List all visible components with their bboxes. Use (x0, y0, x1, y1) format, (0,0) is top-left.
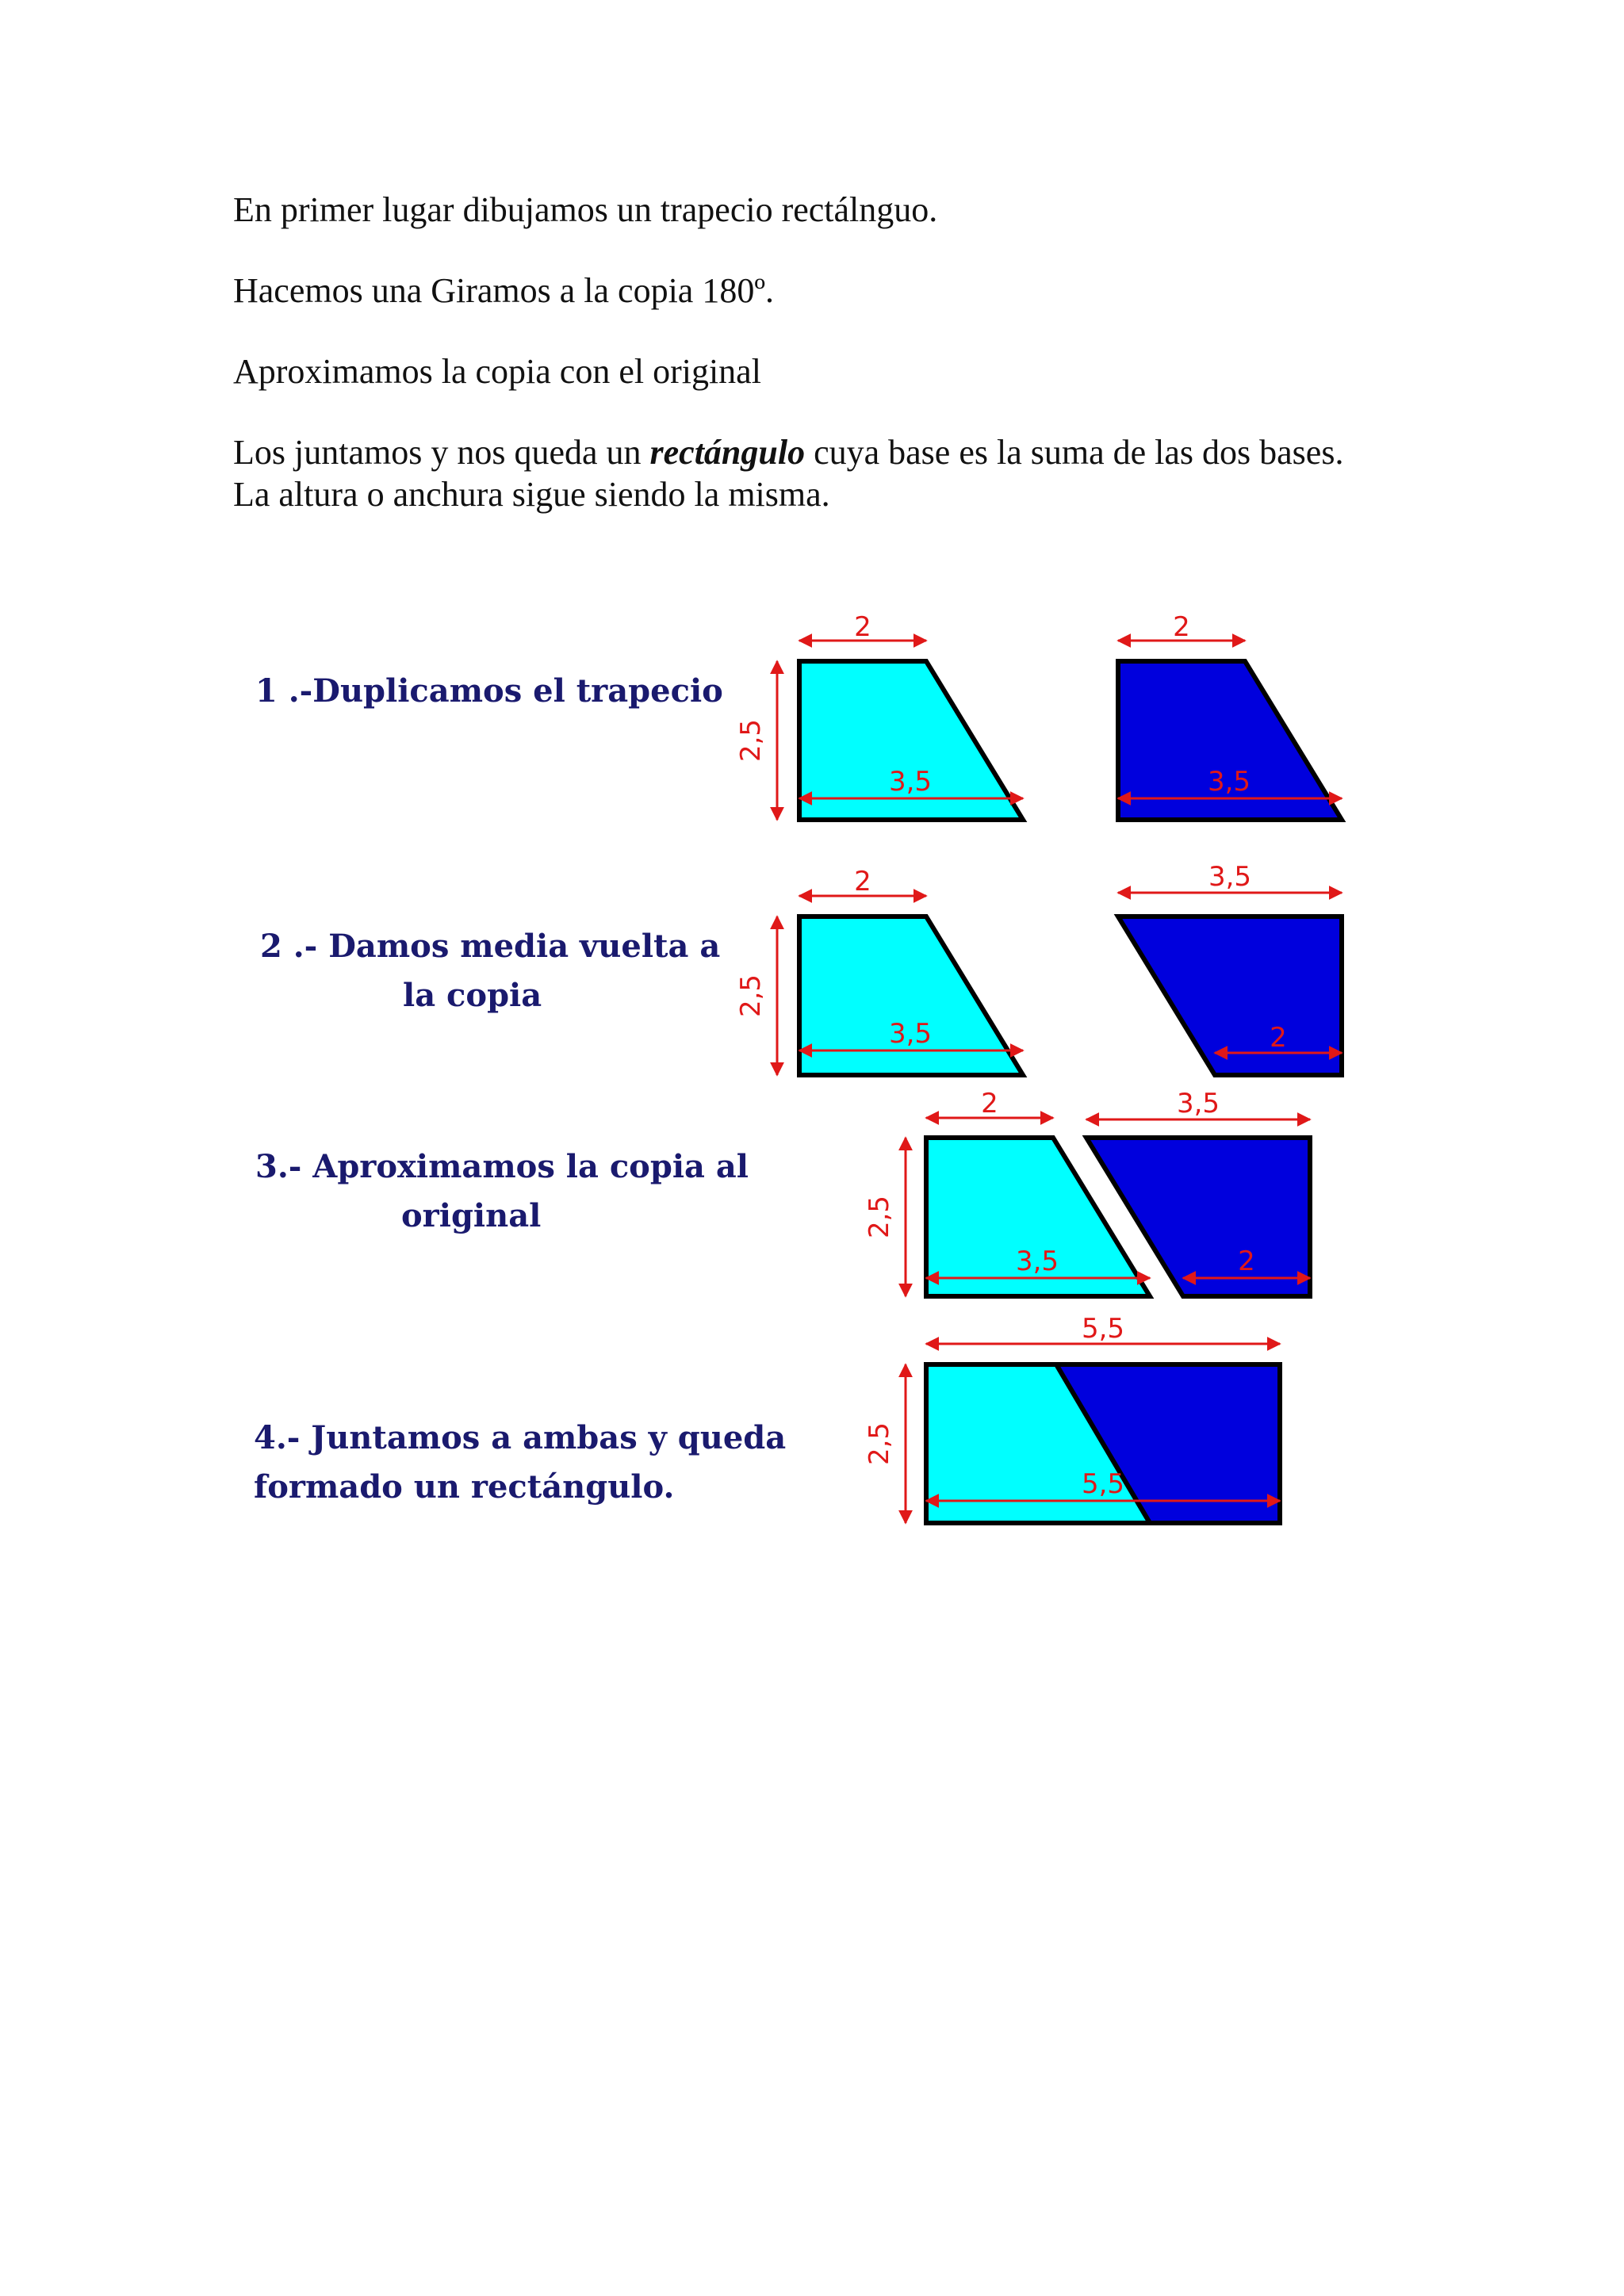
step-1-copy-top-dimension: 2 (1173, 611, 1190, 643)
step-2-base-dimension: 3,5 (888, 1018, 933, 1050)
step-2-height-dimension: 2,5 (735, 974, 767, 1018)
paragraph-4 (233, 431, 1391, 473)
step-1 (255, 611, 1342, 820)
step-2-copy-base-dimension: 2 (1270, 1022, 1287, 1054)
step-3 (255, 1088, 1310, 1296)
step-4-top-dimension: 5,5 (1081, 1313, 1125, 1345)
step-1-height-dimension: 2,5 (735, 718, 767, 763)
step-2-label-line-1: 2 .- Damos media vuelta a (260, 928, 721, 965)
step-3-copy-top-dimension: 3,5 (1176, 1088, 1220, 1119)
step-3-label-line-2: original (401, 1197, 542, 1234)
trapezoid-figure-svg (230, 599, 1396, 1574)
step-3-top-dimension: 2 (981, 1088, 998, 1119)
paragraph-5: La altura o anchura sigue siendo la misma. (233, 475, 830, 514)
paragraph-4-emphasis: rectángulo (649, 433, 806, 472)
step-3-copy-base-dimension: 2 (1238, 1246, 1255, 1277)
step-1-copy-base-dimension: 3,5 (1207, 766, 1251, 798)
step-3-height-dimension: 2,5 (864, 1195, 895, 1239)
step-4-base-dimension: 5,5 (1081, 1468, 1125, 1500)
step-2-label-line-2: la copia (403, 977, 542, 1014)
step-2-copy-top-dimension: 3,5 (1208, 861, 1252, 893)
step-2 (260, 861, 1342, 1075)
step-4 (254, 1313, 1280, 1523)
paragraph-4-start: Los juntamos y nos queda un (233, 433, 650, 472)
paragraph-1: En primer lugar dibujamos un trapecio rectálnguo. (233, 190, 938, 229)
paragraph-2: Hacemos una Giramos a la copia 180º. (233, 271, 774, 310)
page-text (233, 189, 1391, 515)
step-2-rotated-copy (1118, 916, 1342, 1075)
trapezoid-figure (230, 599, 1396, 1574)
step-1-top-dimension: 2 (854, 611, 871, 643)
step-1-base-dimension: 3,5 (888, 766, 933, 798)
step-2-top-dimension: 2 (854, 866, 871, 897)
step-4-label-line-1: 4.- Juntamos a ambas y queda (254, 1419, 787, 1456)
step-1-label: 1 .-Duplicamos el trapecio (255, 672, 723, 710)
step-3-label-line-1: 3.- Aproximamos la copia al (255, 1148, 749, 1185)
step-4-height-dimension: 2,5 (864, 1422, 895, 1466)
paragraph-3: Aproximamos la copia con el original (233, 352, 761, 391)
step-3-base-dimension: 3,5 (1015, 1246, 1059, 1277)
paragraph-4-end: cuya base es la suma de las dos bases. (805, 433, 1344, 472)
step-4-label-line-2: formado un rectángulo. (254, 1468, 675, 1506)
